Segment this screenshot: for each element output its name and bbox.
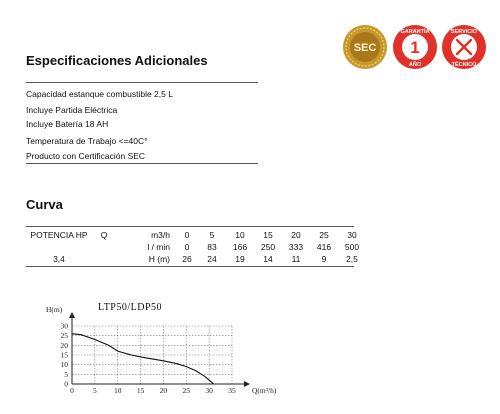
- table-cell: 30: [347, 230, 357, 240]
- table-cell: 19: [235, 254, 245, 264]
- curve-title: Curva: [26, 197, 63, 212]
- y-tick-label: 10: [60, 360, 68, 370]
- table-cell: 9: [321, 254, 327, 264]
- power-label: POTENCIA HP: [30, 230, 88, 240]
- y-tick-label: 30: [60, 321, 68, 331]
- pump-curve-line: [72, 334, 214, 384]
- table-cell: 333: [288, 242, 304, 252]
- spec-line: Incluye Partida Eléctrica: [26, 105, 118, 115]
- y-tick-label: 15: [60, 350, 68, 360]
- unit-cell: m3/h: [151, 230, 170, 240]
- table-cell: 0: [184, 242, 190, 252]
- x-axis-label: Q(m³/h): [252, 386, 277, 395]
- service-top-label: SERVICIO: [450, 29, 478, 35]
- table-cell: 11: [291, 254, 301, 264]
- x-tick-label: 10: [113, 386, 122, 395]
- table-cell: 26: [182, 254, 192, 264]
- table-cell: 10: [235, 230, 245, 240]
- service-bottom-label: TÉCNICO: [451, 62, 477, 68]
- unit-cell: l / min: [147, 242, 170, 252]
- table-cell: 500: [344, 242, 360, 252]
- table-cell: 15: [263, 230, 273, 240]
- spec-line: Incluye Batería 18 AH: [26, 119, 109, 129]
- flow-label: Q: [100, 230, 108, 240]
- x-tick-label: 0: [70, 386, 74, 395]
- spec-line: Temperatura de Trabajo <=40C°: [26, 136, 148, 146]
- warranty-number: 1: [410, 38, 420, 57]
- table-cell: 83: [207, 242, 217, 252]
- y-tick-label: 5: [64, 369, 68, 379]
- warranty-bottom-label: AÑO: [408, 62, 422, 68]
- y-axis-arrow: [69, 312, 75, 318]
- y-tick-label: 0: [64, 379, 68, 389]
- x-tick-label: 20: [159, 386, 168, 395]
- chart-title: LTP50/LDP50: [98, 302, 163, 313]
- sec-seal-label: SEC: [353, 42, 377, 54]
- y-tick-label: 20: [60, 340, 68, 350]
- x-tick-label: 35: [228, 386, 236, 395]
- table-cell: 416: [316, 242, 332, 252]
- table-cell: 25: [319, 230, 329, 240]
- x-axis-arrow: [244, 381, 250, 387]
- table-cell: 5: [209, 230, 215, 240]
- table-cell: 166: [232, 242, 248, 252]
- warranty-top-label: GARANTÍA: [400, 29, 430, 35]
- table-cell: 14: [263, 254, 273, 264]
- table-cell: 0: [184, 230, 190, 240]
- y-axis-label: H(m): [46, 305, 63, 314]
- specs-title: Especificaciones Adicionales: [26, 53, 208, 68]
- spec-line: Producto con Certificación SEC: [26, 151, 146, 161]
- x-tick-label: 5: [92, 386, 97, 395]
- table-cell: 2,5: [346, 254, 358, 264]
- unit-cell: H (m): [148, 254, 170, 264]
- table-cell: 20: [291, 230, 301, 240]
- x-tick-label: 25: [182, 386, 191, 395]
- spec-line: Capacidad estanque combustible 2,5 L: [26, 89, 173, 99]
- table-cell: 250: [260, 242, 276, 252]
- y-tick-label: 25: [60, 331, 68, 341]
- hp-value: 3,4: [53, 254, 65, 264]
- x-tick-label: 30: [205, 386, 213, 395]
- x-tick-label: 15: [136, 386, 145, 395]
- table-cell: 24: [207, 254, 217, 264]
